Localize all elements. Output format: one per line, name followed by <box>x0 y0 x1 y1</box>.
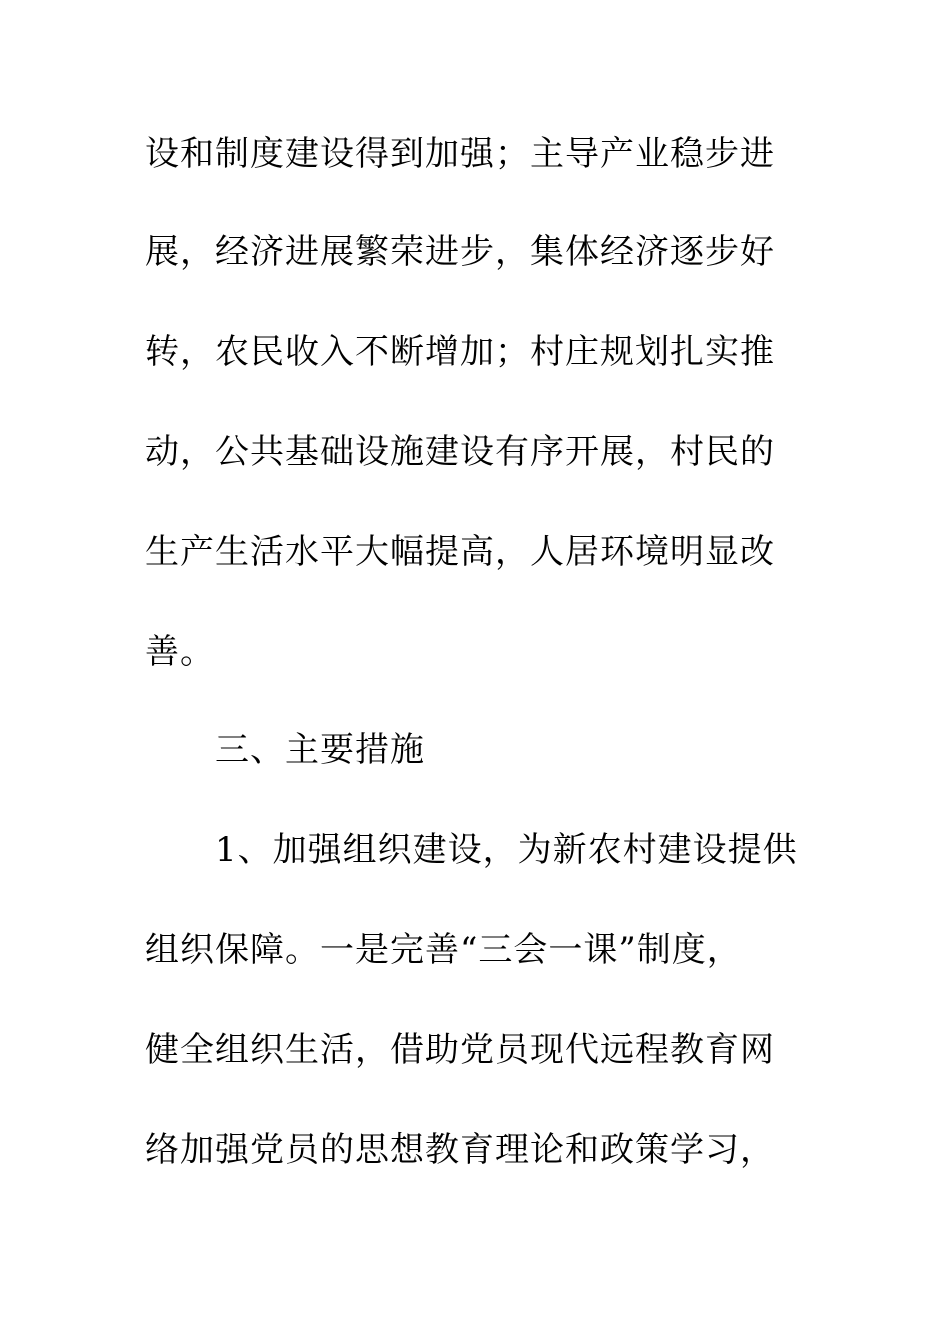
paragraph-line: 展，经济进展繁荣进步，集体经济逐步好 <box>145 232 775 272</box>
section-heading: 三、主要措施 <box>215 730 425 770</box>
paragraph-line: 健全组织生活，借助党员现代远程教育网 <box>145 1030 775 1070</box>
paragraph-line: 转，农民收入不断增加；村庄规划扎实推 <box>145 332 775 372</box>
paragraph-line: 生产生活水平大幅提高，人居环境明显改 <box>145 532 775 572</box>
paragraph-line: 动，公共基础设施建设有序开展，村民的 <box>145 432 775 472</box>
paragraph-line: 组织保障。一是完善“三会一课”制度， <box>145 930 742 970</box>
paragraph-line: 善。 <box>145 632 215 672</box>
paragraph-line: 设和制度建设得到加强；主导产业稳步进 <box>145 134 775 174</box>
paragraph-line: 1、加强组织建设，为新农村建设提供 <box>215 830 798 870</box>
paragraph-line: 络加强党员的思想教育理论和政策学习， <box>145 1130 775 1170</box>
